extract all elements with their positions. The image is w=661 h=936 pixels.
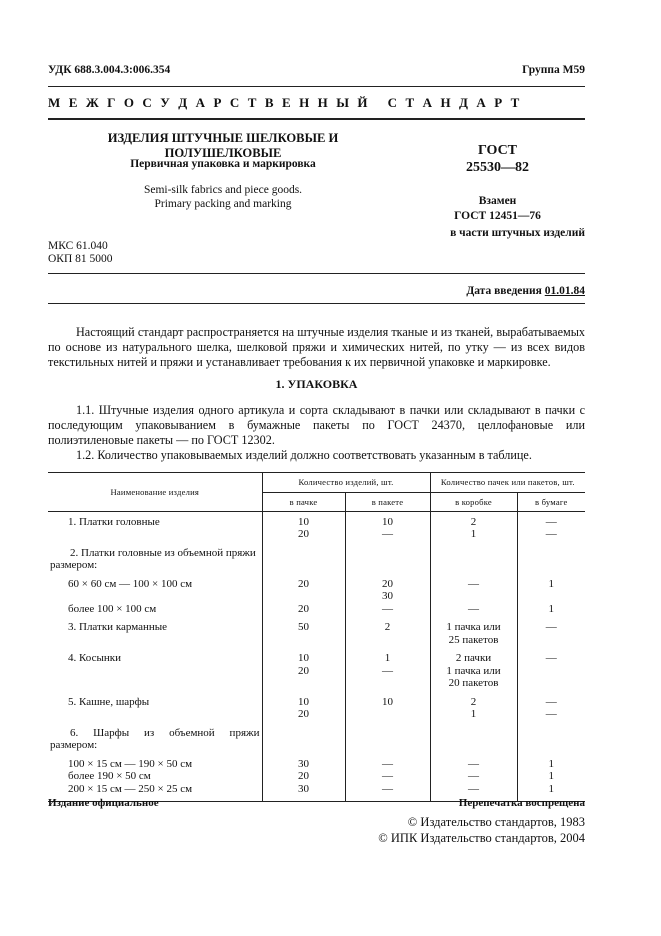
cell: — — [382, 528, 393, 540]
standard-banner: М Е Ж Г О С У Д А Р С Т В Е Н Н Ы Й С Т А Н Д А Р Т — [48, 95, 522, 110]
col-header-name: Наименование изделия — [48, 473, 262, 512]
doc-title-en-1: Semi-silk fabrics and piece goods. — [143, 184, 303, 196]
col-header-in-paper: в бумаге — [517, 492, 585, 512]
cell: 2 — [470, 515, 477, 528]
cell: 10 — [298, 695, 309, 708]
cell: 10 — [382, 515, 393, 528]
cell: 1 — [548, 757, 554, 770]
cell: — — [468, 757, 479, 770]
row-name: 60 × 60 см — 100 × 100 см — [68, 577, 193, 590]
row-name: 5. Кашне, шарфы — [68, 695, 150, 708]
cell: — — [468, 770, 479, 782]
cell: 2 пачки — [455, 652, 492, 664]
cell: — — [345, 603, 430, 616]
cell: 1 — [548, 770, 554, 782]
cell: — — [517, 621, 585, 646]
official-edition: Издание официальное — [48, 797, 159, 809]
cell: 50 — [262, 621, 345, 646]
copyright-1983: © Издательство стандартов, 1983 — [407, 815, 585, 829]
clause-1-1: 1.1. Штучные изделия одного артикула и сорта складывают в пачки или складывают в пачки с последующим упаковыванием в бумажные пакеты по ГОСТ 24370, целлофановые или полиэтиленовые пакеты — по ГОСТ 12302. — [48, 403, 585, 447]
col-header-in-bag: в пакете — [345, 492, 430, 512]
section-1-title: 1. УПАКОВКА — [275, 377, 358, 391]
cell: 25 пакетов — [448, 633, 499, 646]
col-group-items: Количество изделий, шт. — [262, 473, 430, 493]
table-row — [48, 696, 585, 721]
cell: — — [382, 664, 393, 677]
intro-date — [466, 285, 585, 297]
title-rule — [48, 273, 585, 274]
cell: — — [430, 603, 517, 616]
cell: 20 — [298, 708, 309, 720]
cell: 1 — [548, 782, 554, 795]
row-name: 200 × 15 см — 250 × 25 см — [68, 782, 193, 795]
cell: 1 пачка или — [446, 621, 501, 633]
replaces-number: ГОСТ 12451—76 — [454, 210, 541, 222]
doc-title: ИЗДЕЛИЯ ШТУЧНЫЕ ШЕЛКОВЫЕ И ПОЛУШЕЛКОВЫЕ — [107, 131, 339, 160]
cell: 1 — [384, 652, 391, 664]
cell: — — [545, 515, 557, 528]
cell: 20 пакетов — [448, 677, 499, 689]
cell: 1 пачка или — [446, 664, 501, 677]
doc-title-en-2: Primary packing and marking — [154, 198, 292, 210]
cell: 10 — [345, 696, 430, 721]
row-name: более 100 × 100 см — [68, 602, 157, 615]
cell: 30 — [298, 757, 309, 770]
table-row — [48, 758, 585, 796]
intro-date-label: Дата введения — [466, 285, 542, 297]
cell: — — [382, 770, 393, 782]
table-row — [48, 578, 585, 603]
replaces-part: в части штучных изделий — [450, 227, 585, 239]
cell: 10 — [298, 652, 309, 664]
intro-paragraph: Настоящий стандарт распространяется на штучные изделия тканые и из тканей, вырабатываемых по основе из натурального шелка, шелковой пряжи и химических нитей, по утку — из всех видов текстильных нитей и пряжи и устанавливает требования к их первичной упаковке и маркировке. — [48, 325, 585, 369]
udk-code: УДК 688.3.004.3:006.354 — [48, 64, 171, 76]
row-name: 4. Косынки — [68, 652, 121, 664]
cell: — — [382, 757, 393, 770]
replaces-label: Взамен — [478, 195, 517, 207]
cell: 30 — [298, 782, 309, 795]
cell: 10 — [298, 515, 309, 528]
reprint-prohibited: Перепечатка воспрещена — [458, 797, 585, 809]
clause-1-2: 1.2. Количество упаковываемых изделий должно соответствовать указанным в таблице. — [76, 448, 532, 462]
group-code: Группа М59 — [522, 64, 585, 76]
cell: 1 — [470, 708, 477, 720]
packing-table — [48, 472, 585, 802]
table-row — [48, 727, 585, 752]
header-rule-top — [48, 86, 585, 87]
gost-number: 25530—82 — [466, 160, 529, 175]
col-group-packs: Количество пачек или пакетов, шт. — [430, 473, 585, 493]
doc-subtitle: Первичная упаковка и маркировка — [130, 158, 316, 170]
table-row — [48, 516, 585, 541]
cell: — — [430, 578, 517, 603]
cell: — — [545, 528, 557, 540]
cell: — — [545, 708, 557, 720]
cell: 20 — [298, 664, 309, 677]
cell: 20 — [262, 578, 345, 603]
cell: 20 — [298, 770, 309, 782]
row-name: 100 × 15 см — 190 × 50 см — [68, 757, 193, 770]
col-header-in-box: в коробке — [430, 492, 517, 512]
cell: — — [382, 782, 393, 795]
table-row — [48, 603, 585, 616]
intro-date-value: 01.01.84 — [544, 285, 585, 297]
copyright-2004: © ИПК Издательство стандартов, 2004 — [378, 831, 585, 845]
cell: 20 — [298, 528, 309, 540]
table-row — [48, 652, 585, 690]
col-header-in-pack: в пачке — [262, 492, 345, 512]
cell: 1 — [517, 603, 585, 616]
table-row — [48, 621, 585, 646]
cell: 2 — [345, 621, 430, 646]
row-name: 1. Платки головные — [68, 515, 160, 528]
cell: 2 — [470, 695, 477, 708]
cell: — — [468, 782, 479, 795]
mks-code: МКС 61.040 — [48, 240, 108, 252]
table-row — [48, 547, 585, 572]
gost-label: ГОСТ — [477, 143, 518, 158]
cell: 20 — [262, 603, 345, 616]
row-name: 2. Платки головные из объемной пряжи размером: — [50, 546, 256, 571]
cell: — — [545, 695, 557, 708]
row-name: 3. Платки карманные — [68, 621, 168, 633]
row-name: 6. Шарфы из объемной пряжи размером: — [50, 726, 260, 751]
okp-code: ОКП 81 5000 — [48, 253, 113, 265]
date-rule — [48, 303, 585, 304]
cell: 1 — [470, 528, 477, 540]
cell: — — [517, 652, 585, 690]
cell: 30 — [382, 590, 393, 602]
cell: 1 — [517, 578, 585, 603]
header-rule-bottom — [48, 118, 585, 120]
row-name: более 190 × 50 см — [68, 770, 151, 782]
cell: 20 — [382, 577, 393, 590]
